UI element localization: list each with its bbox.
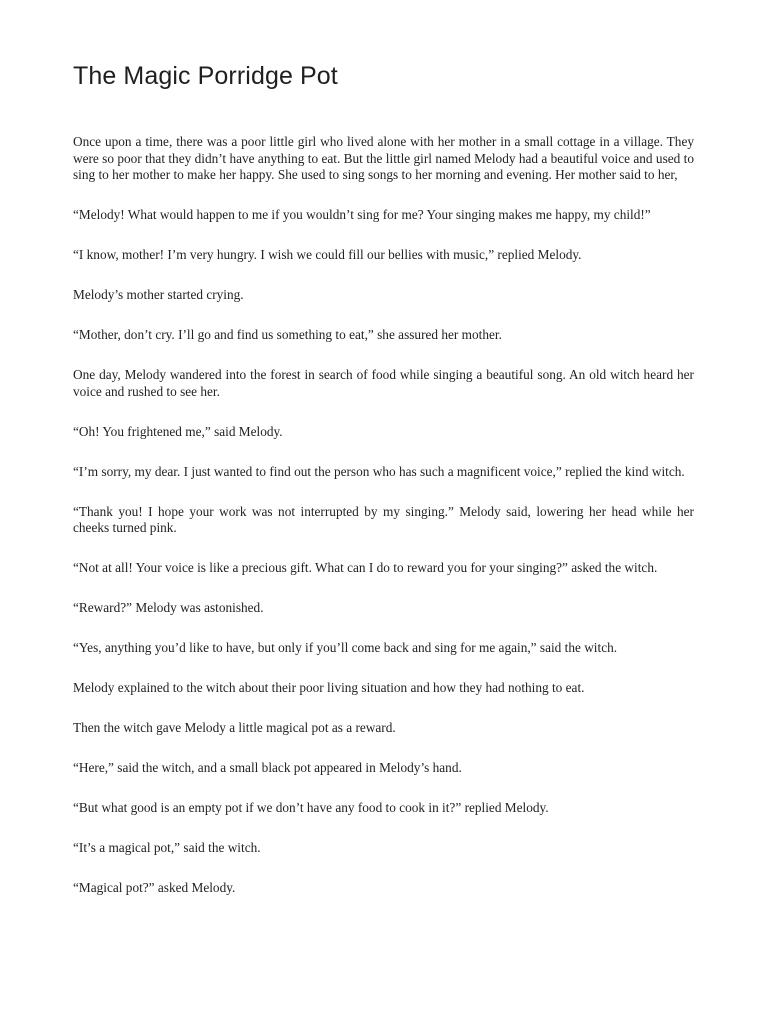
paragraph: “Here,” said the witch, and a small black pot appeared in Melody’s hand.	[73, 760, 462, 776]
paragraph: “Reward?” Melody was astonished.	[73, 600, 264, 616]
document-body	[73, 134, 694, 897]
paragraph: “Not at all! Your voice is like a precious gift. What can I do to reward you for your singing?” asked the witch.	[73, 560, 658, 576]
paragraph: “I know, mother! I’m very hungry. I wish we could fill our bellies with music,” replied Melody.	[73, 247, 582, 263]
paragraph: “Thank you! I hope your work was not interrupted by my singing.” Melody said, lowering her head while her cheeks turned pink.	[73, 503, 694, 536]
paragraph: “I’m sorry, my dear. I just wanted to find out the person who has such a magnificent voice,” replied the kind witch.	[73, 463, 685, 479]
paragraph: “But what good is an empty pot if we don’t have any food to cook in it?” replied Melody.	[73, 800, 549, 816]
document-title: The Magic Porridge Pot	[73, 62, 338, 90]
paragraph: Once upon a time, there was a poor little girl who lived alone with her mother in a small cottage in a village. They were so poor that they didn’t have anything to eat. But the little girl named Melody had a beautiful voice and used to sing to her mother to make her happy. She used to sing songs to her morning and evening. Her mother said to her,	[73, 134, 694, 183]
paragraph: Melody’s mother started crying.	[73, 287, 244, 303]
paragraph: “Oh! You frightened me,” said Melody.	[73, 423, 283, 439]
paragraph: Melody explained to the witch about their poor living situation and how they had nothing to eat.	[73, 680, 585, 696]
paragraph: “Magical pot?” asked Melody.	[73, 880, 236, 896]
paragraph: “Mother, don’t cry. I’ll go and find us something to eat,” she assured her mother.	[73, 327, 502, 343]
paragraph: “Yes, anything you’d like to have, but only if you’ll come back and sing for me again,” said the witch.	[73, 640, 618, 656]
paragraph: Then the witch gave Melody a little magical pot as a reward.	[73, 720, 396, 736]
paragraph: “It’s a magical pot,” said the witch.	[73, 840, 261, 856]
paragraph: “Melody! What would happen to me if you wouldn’t sing for me? Your singing makes me happy, my child!”	[73, 207, 651, 223]
paragraph: One day, Melody wandered into the forest in search of food while singing a beautiful song. An old witch heard her voice and rushed to see her.	[73, 367, 694, 399]
